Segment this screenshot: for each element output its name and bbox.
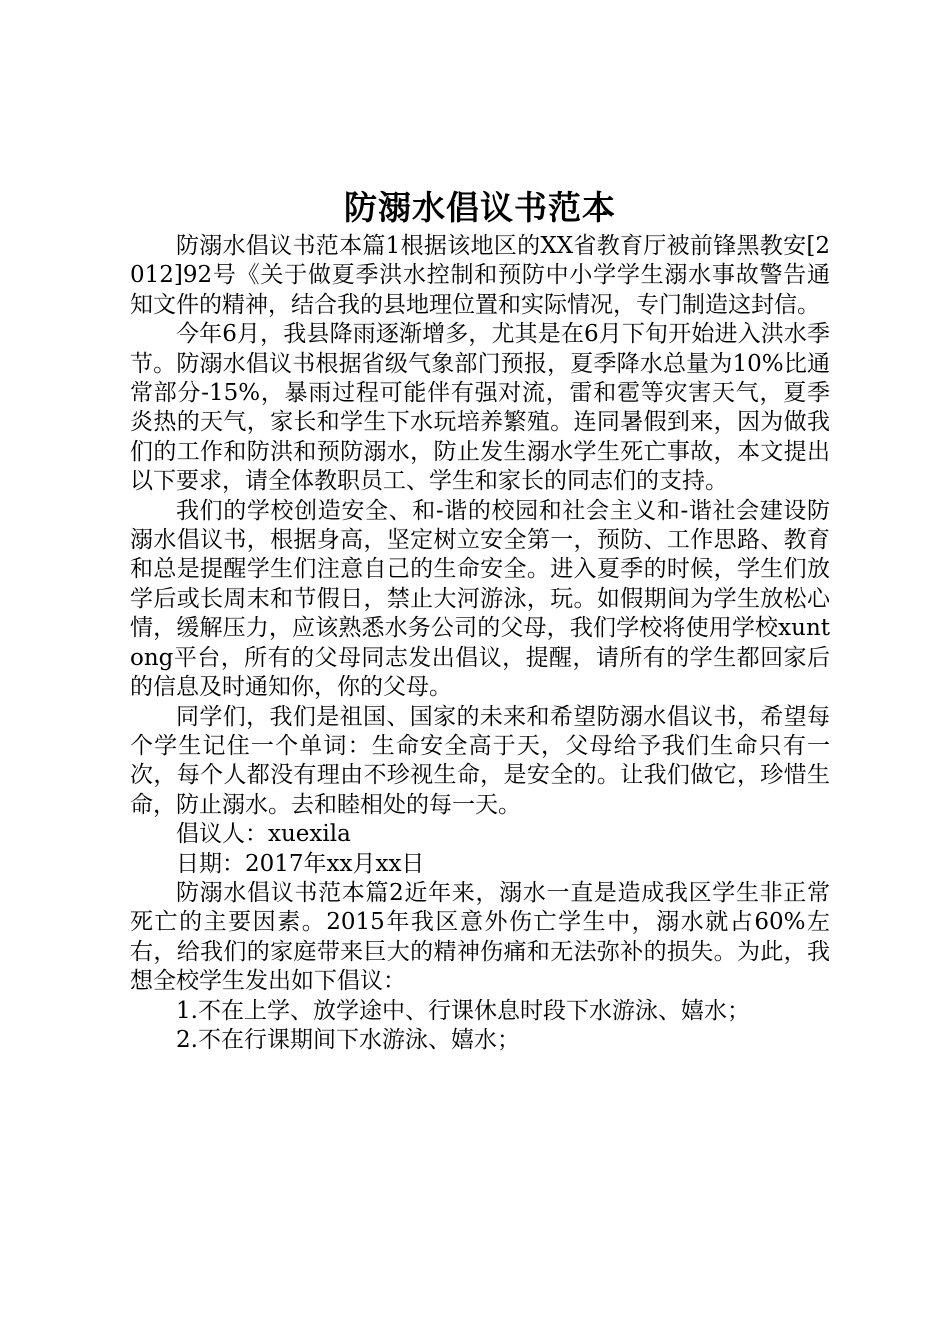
paragraph-weather: 今年6月，我县降雨逐渐增多，尤其是在6月下旬开始进入洪水季节。防溺水倡议书根据省级气象部门预报，夏季降水总量为10%比通常部分-15%，暴雨过程可能伴有强对流，雷和雹等灾害天气，夏季炎热的天气，家长和学生下水玩培养繁殖。连同暑假到来，因为做我们的工作和防洪和预防溺水，防止发生溺水学生死亡事故，本文提出以下要求，请全体教职员工、学生和家长的同志们的支持。 bbox=[130, 321, 830, 495]
list-item-1: 1.不在上学、放学途中、行课休息时段下水游泳、嬉水； bbox=[176, 997, 750, 1024]
list-item-2: 2.不在行课期间下水游泳、嬉水； bbox=[176, 1026, 520, 1053]
paragraph-school-measures: 我们的学校创造安全、和-谐的校园和社会主义和-谐社会建设防溺水倡议书，根据身高，坚定树立安全第一，预防、工作思路、教育和总是提醒学生们注意自己的生命安全。进入夏季的时候，学生们放学后或长周末和节假日，禁止大河游泳，玩。如假期间为学生放松心情，缓解压力，应该熟悉水务公司的父母，我们学校将使用学校xuntong平台，所有的父母同志发出倡议，提醒，请所有的学生都回家后的信息及时通知你，你的父母。 bbox=[130, 497, 830, 701]
document-title: 防溺水倡议书范本 bbox=[344, 188, 616, 227]
document-body bbox=[130, 232, 830, 1055]
initiator-line: 倡议人：xuexila bbox=[176, 821, 351, 848]
document-page bbox=[130, 0, 830, 1344]
date-line: 日期：2017年xx月xx日 bbox=[176, 850, 425, 877]
paragraph-students-appeal: 同学们，我们是祖国、国家的未来和希望防溺水倡议书，希望每个学生记住一个单词：生命安全高于天，父母给予我们生命只有一次，每个人都没有理由不珍视生命，是安全的。让我们做它，珍惜生命，防止溺水。去和睦相处的每一天。 bbox=[130, 703, 830, 818]
paragraph-intro: 防溺水倡议书范本篇1根据该地区的XX省教育厅被前锋黑教安[2012]92号《关于做夏季洪水控制和预防中小学学生溺水事故警告通知文件的精神，结合我的县地理位置和实际情况，专门制造这封信。 bbox=[130, 233, 830, 318]
paragraph-sample-2: 防溺水倡议书范本篇2近年来，溺水一直是造成我区学生非正常死亡的主要因素。2015年我区意外伤亡学生中，溺水就占60%左右，给我们的家庭带来巨大的精神伤痛和无法弥补的损失。为此，我想全校学生发出如下倡议： bbox=[130, 879, 830, 995]
